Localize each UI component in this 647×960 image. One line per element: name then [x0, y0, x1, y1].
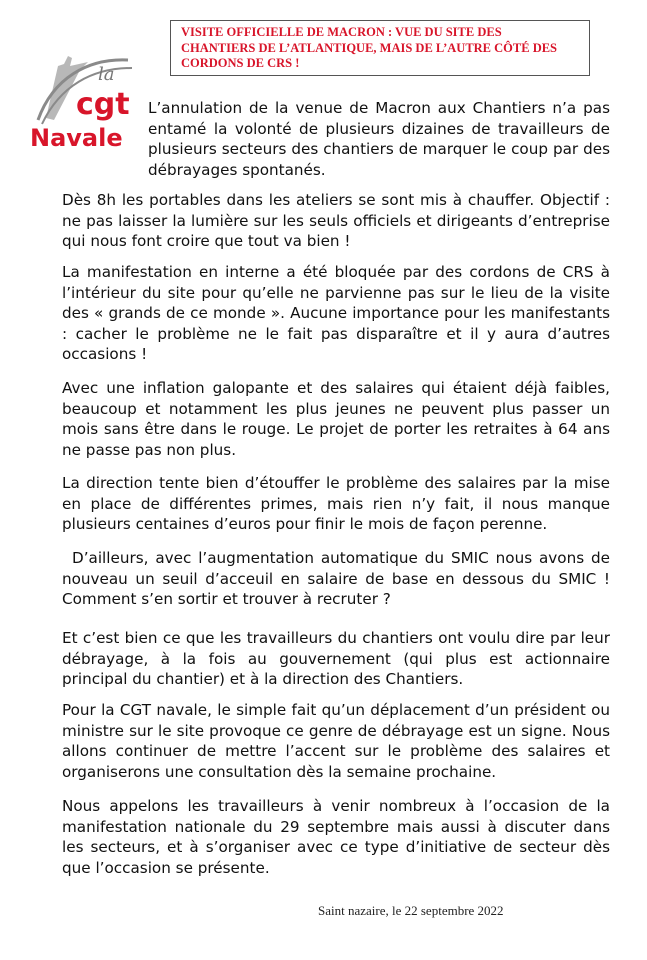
logo-cgt: cgt — [76, 87, 130, 122]
paragraph-5: La direction tente bien d’étouffer le problème des salaires par la mise en place de différentes primes, mais rien n’y fait, il nous manque plusieurs centaines d’euros pour finir le mois de façon perenne. — [62, 474, 610, 533]
logo-la: la — [98, 64, 115, 85]
paragraph-2: Dès 8h les portables dans les ateliers se sont mis à chauffer. Objectif : ne pas laisser la lumière sur les seuls officiels et dirigeants d’entreprise qui nous font croire que tout va bien ! — [62, 191, 610, 250]
paragraph-6: D’ailleurs, avec l’augmentation automatique du SMIC nous avons de nouveau un seuil d’acceuil en salaire de base en dessous du SMIC ! Comment s’en sortir et trouver à recruter ? — [62, 549, 610, 608]
signature-date: Saint nazaire, le 22 septembre 2022 — [318, 903, 504, 918]
paragraph-1-text: L’annulation de la venue de Macron aux Chantiers n’a pas entamé la volonté de plusieurs dizaines de travailleurs de plusieurs secteurs des chantiers de marquer le coup par des débrayages spontanés. — [148, 99, 610, 179]
headline-box — [170, 20, 590, 76]
paragraph-7: Et c’est bien ce que les travailleurs du chantiers ont voulu dire par leur débrayage, à la fois au gouvernement (qui plus est actionnaire principal du chantier) et à la direction des Chantiers. — [62, 629, 610, 688]
headline-text: VISITE OFFICIELLE DE MACRON : VUE DU SITE DES CHANTIERS DE L’ATLANTIQUE, MAIS DE L’AUTRE CÔTÉ DES CORDONS DE CRS ! — [181, 25, 558, 70]
paragraph-1 — [62, 98, 610, 180]
paragraph-4: Avec une inflation galopante et des salaires qui étaient déjà faibles, beaucoup et notamment les plus jeunes ne peuvent plus passer un mois sans être dans le rouge. Le projet de porter les retraites à 64 ans ne passe pas non plus. — [62, 379, 610, 459]
paragraph-8: Pour la CGT navale, le simple fait qu’un déplacement d’un président ou ministre sur le site provoque ce genre de débrayage est un signe. Nous allons continuer de mettre l’accent sur le problème des salaires et organiserons une consultation dès la semaine prochaine. — [62, 701, 610, 781]
paragraph-3: La manifestation en interne a été bloquée par des cordons de CRS à l’intérieur du site pour qu’elle ne parvienne pas sur le lieu de la visite des « grands de ce monde ». Aucune importance pour les manifestants : cacher le problème ne le fait pas disparaître et il y aura d’autres occasions ! — [62, 263, 610, 363]
logo-navale: Navale — [30, 124, 123, 152]
paragraph-9: Nous appelons les travailleurs à venir nombreux à l’occasion de la manifestation nationale du 29 septembre mais aussi à discuter dans les secteurs, et à s’organiser avec ce type d’initiative de secteur dès que l’occasion se présente. — [62, 797, 610, 877]
